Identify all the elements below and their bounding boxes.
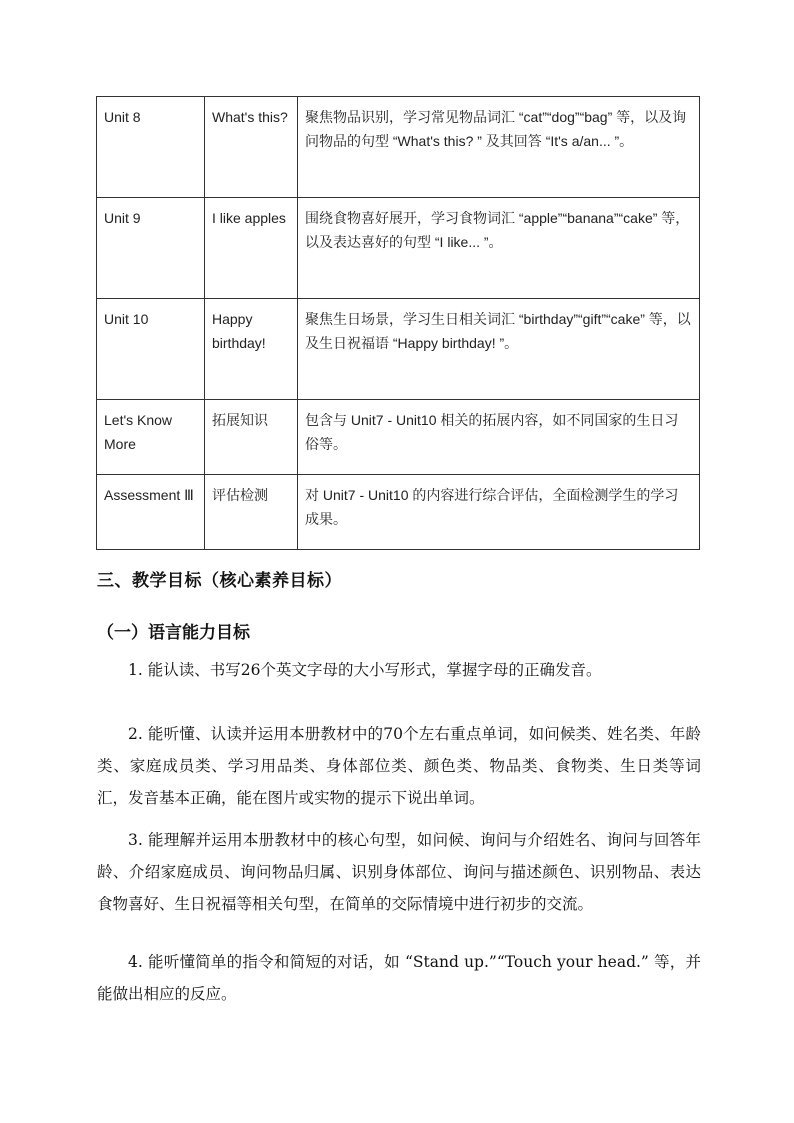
unit-cell <box>97 198 205 299</box>
unit-title: I like apples <box>212 210 286 226</box>
table-row <box>97 198 700 299</box>
objective-paragraph: 2. 能听懂、认读并运用本册教材中的70个左右重点单词，如问候类、姓名类、年龄类、家庭成员类、学习用品类、身体部位类、颜色类、物品类、食物类、生日类等词汇，发音基本正确，能在图片或实物的提示下说出单词。 <box>97 725 701 807</box>
title-cell <box>205 400 298 475</box>
desc-cell <box>298 198 700 299</box>
desc-cell <box>298 97 700 198</box>
desc-cell <box>298 299 700 400</box>
table-row <box>97 97 700 198</box>
unit-title: What's this? <box>212 109 288 125</box>
objective-paragraph: 3. 能理解并运用本册教材中的核心句型，如问候、询问与介绍姓名、询问与回答年龄、介绍家庭成员、询问物品归属、识别身体部位、询问与描述颜色、识别物品、表达食物喜好、生日祝福等相关句型，在简单的交际情境中进行初步的交流。 <box>97 831 701 913</box>
unit-table <box>96 96 700 550</box>
unit-name: Unit 8 <box>104 109 141 125</box>
table-row <box>97 475 700 550</box>
unit-title: 拓展知识 <box>212 412 268 428</box>
unit-description: 围绕食物喜好展开，学习食物词汇 “apple”“banana”“cake” 等，以及表达喜好的句型 “I like... ”。 <box>305 210 690 250</box>
unit-title: 评估检测 <box>212 487 268 503</box>
desc-cell <box>298 400 700 475</box>
unit-cell <box>97 97 205 198</box>
objective-paragraph: 1. 能认读、书写26个英文字母的大小写形式，掌握字母的正确发音。 <box>128 661 602 679</box>
unit-cell <box>97 400 205 475</box>
unit-title: Happy birthday! <box>212 311 266 351</box>
unit-name: Assessment Ⅲ <box>104 487 194 503</box>
table-row <box>97 400 700 475</box>
unit-name: Unit 9 <box>104 210 141 226</box>
section-heading: 三、教学目标（核心素养目标） <box>97 571 342 591</box>
table-row <box>97 299 700 400</box>
unit-description: 包含与 Unit7 - Unit10 相关的拓展内容，如不同国家的生日习俗等。 <box>305 412 679 452</box>
unit-name: Let's Know More <box>104 412 173 452</box>
objective-paragraph: 4. 能听懂简单的指令和简短的对话，如 “Stand up.”“Touch your head.” 等，并能做出相应的反应。 <box>97 953 701 1003</box>
title-cell <box>205 97 298 198</box>
unit-cell <box>97 299 205 400</box>
unit-description: 聚焦生日场景，学习生日相关词汇 “birthday”“gift”“cake” 等，以及生日祝福语 “Happy birthday! ”。 <box>305 311 691 351</box>
title-cell <box>205 299 298 400</box>
unit-description: 聚焦物品识别，学习常见物品词汇 “cat”“dog”“bag” 等，以及询问物品的句型 “What's this? ” 及其回答 “It's a/an... ”。 <box>305 109 687 149</box>
title-cell <box>205 475 298 550</box>
desc-cell <box>298 475 700 550</box>
subsection-heading: （一）语言能力目标 <box>97 623 250 643</box>
unit-cell <box>97 475 205 550</box>
title-cell <box>205 198 298 299</box>
unit-name: Unit 10 <box>104 311 149 327</box>
unit-description: 对 Unit7 - Unit10 的内容进行综合评估，全面检测学生的学习成果。 <box>305 487 679 527</box>
